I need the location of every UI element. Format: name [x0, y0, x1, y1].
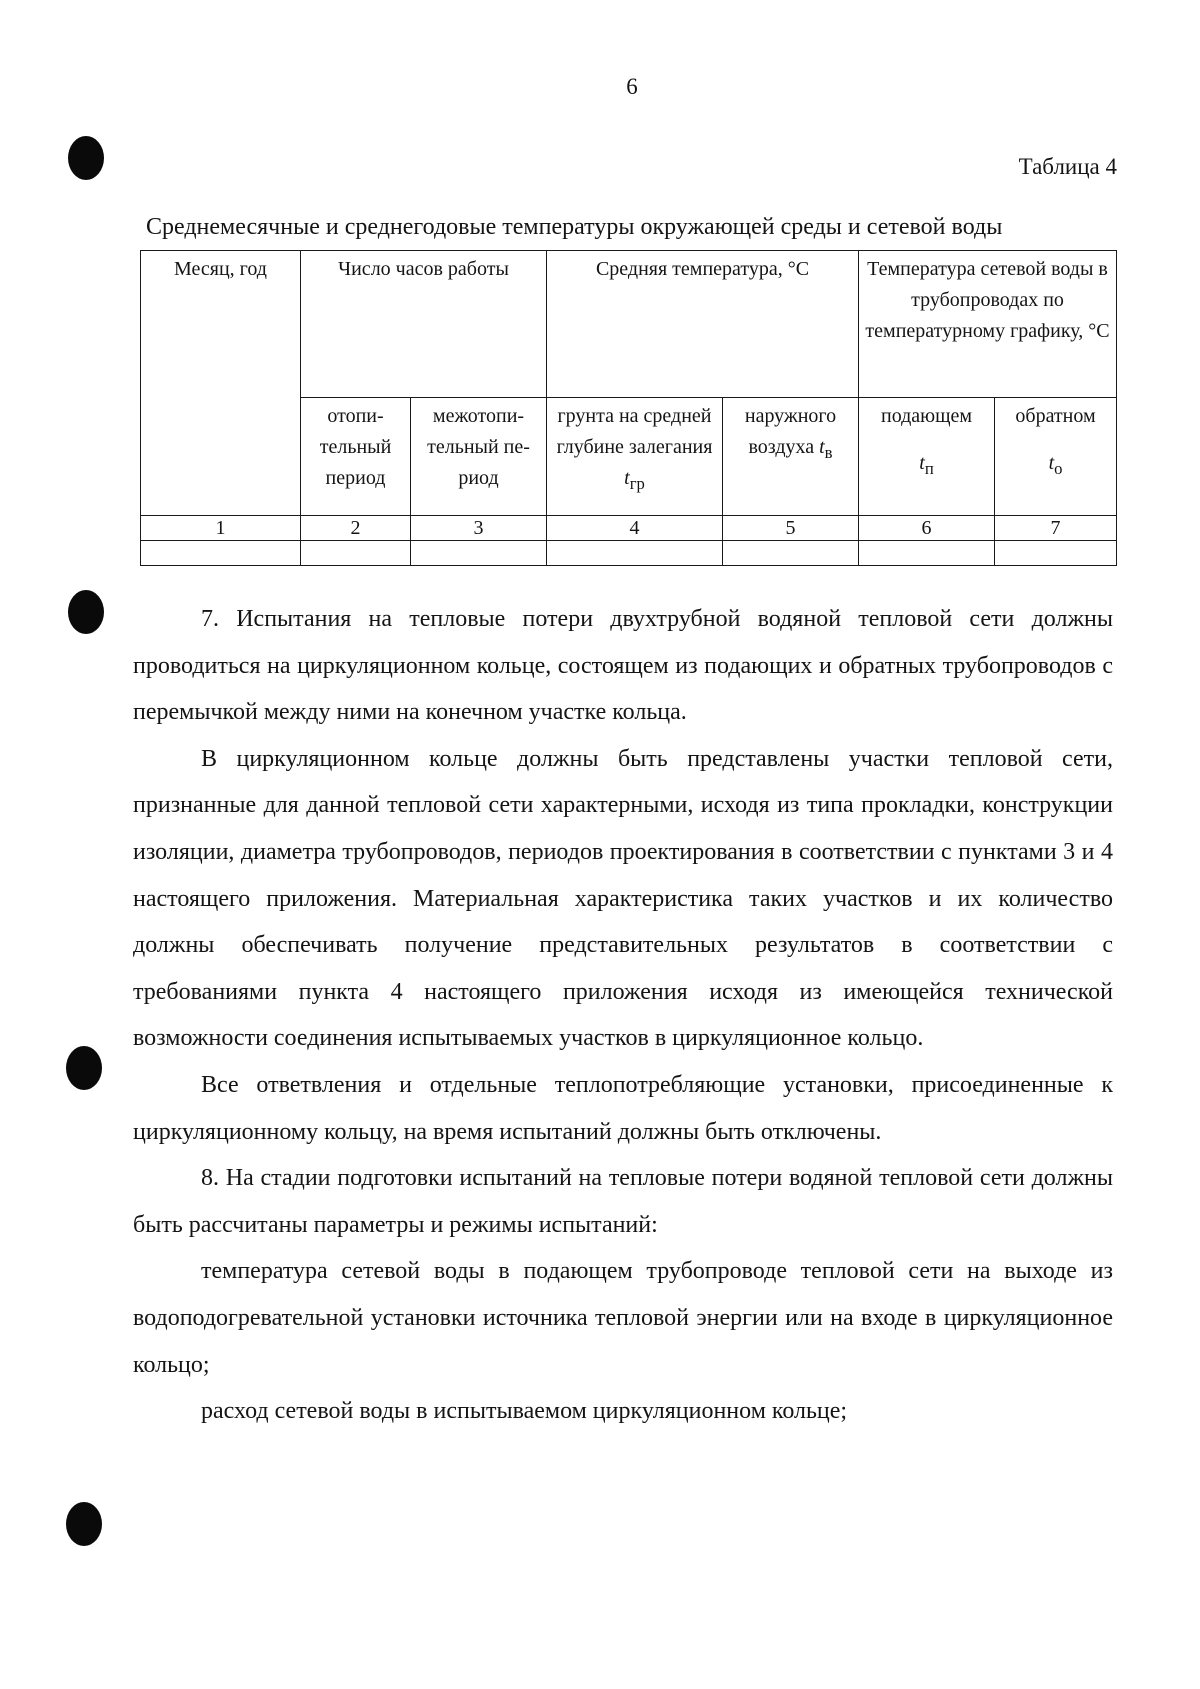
- paragraph: 8. На стадии подготовки испытаний на тепловые потери водяной тепловой сети должны быть рассчитаны параметры и режимы испытаний:: [133, 1165, 1113, 1238]
- table-cell: [723, 541, 859, 566]
- punch-hole: [68, 590, 104, 634]
- table-column-numbers-row: [141, 516, 1117, 541]
- return-symbol: t: [1048, 452, 1055, 474]
- ground-temp-symbol: t: [624, 467, 630, 489]
- return-subscript: о: [1054, 459, 1063, 478]
- table-empty-row: [141, 541, 1117, 566]
- punch-hole: [68, 136, 104, 180]
- table-caption: Среднемесячные и среднегодовые температуры окружающей среды и сетевой воды: [146, 214, 1003, 240]
- page-number: 6: [626, 74, 638, 99]
- paragraph: расход сетевой воды в испытываемом циркуляционном кольце;: [201, 1398, 848, 1425]
- column-number: 6: [859, 516, 995, 541]
- column-number: 1: [141, 516, 301, 541]
- column-number: 5: [723, 516, 859, 541]
- punch-hole: [66, 1046, 102, 1090]
- table-header-row: [141, 251, 1117, 398]
- supply-symbol: t: [919, 452, 925, 474]
- temperature-table: [140, 250, 1117, 566]
- body-text: [133, 596, 1113, 1435]
- ground-temp-subscript: гр: [629, 474, 645, 493]
- punch-hole: [66, 1502, 102, 1546]
- table-cell: [859, 541, 995, 566]
- table-label: Таблица 4: [1018, 154, 1117, 179]
- header-supply: [859, 398, 995, 516]
- supply-label: подающем: [880, 405, 973, 427]
- air-temp-label: наружного воздуха: [744, 405, 837, 458]
- paragraph: Все ответвления и отдельные теплопотребляющие установки, присоединенные к циркуляционному кольцу, на время испытаний должны быть отключены.: [133, 1071, 1113, 1145]
- header-air-temp: [723, 398, 859, 516]
- table-cell: [547, 541, 723, 566]
- paragraph: 7. Испытания на тепловые потери двухтрубной водяной тепловой сети должны проводиться на циркуляционном кольце, состоящем из подающих и обратных трубопроводов с перемычкой между ними на конечном участке кольца.: [133, 606, 1113, 726]
- column-number: 4: [547, 516, 723, 541]
- paragraph: В циркуляционном кольце должны быть представлены участки тепловой сети, признанные для данной тепловой сети характерными, исходя из типа прокладки, конструкции изоляции, диаметра трубопроводов, периодов проектирования в соответствии с пунктами 3 и 4 настоящего приложения. Материальная характеристика таких участков и их количество должны обеспечивать получение представительных результатов в соответствии с требованиями пункта 4 настоящего приложения исходя из имеющейся технической возможности соединения испытываемых участков в циркуляционное кольцо.: [133, 745, 1113, 1052]
- table-cell: [995, 541, 1117, 566]
- ground-temp-label: грунта на средней глубине залегания: [556, 405, 713, 458]
- header-avg-temp: Средняя температура, °С: [547, 251, 859, 398]
- paragraph: температура сетевой воды в подающем трубопроводе тепловой сети на выходе из водоподогревательной установки источника тепловой энергии или на входе в циркуляционное кольцо;: [133, 1258, 1113, 1378]
- header-ground-temp: [547, 398, 723, 516]
- column-number: 2: [301, 516, 411, 541]
- header-hours: Число часов работы: [301, 251, 547, 398]
- return-label: обратном: [1015, 405, 1096, 427]
- header-heating-period: отопи-тельный период: [301, 398, 411, 516]
- header-water-temp: Температура сетевой воды в трубопроводах по температурному графику, °С: [859, 251, 1117, 398]
- header-month-year: Месяц, год: [141, 251, 301, 516]
- column-number: 7: [995, 516, 1117, 541]
- table-cell: [411, 541, 547, 566]
- air-temp-symbol: t: [819, 436, 825, 458]
- header-nonheating-period: межотопи-тельный пе-риод: [411, 398, 547, 516]
- table-cell: [141, 541, 301, 566]
- table-cell: [301, 541, 411, 566]
- air-temp-subscript: в: [824, 443, 833, 462]
- column-number: 3: [411, 516, 547, 541]
- supply-subscript: п: [924, 459, 934, 478]
- header-return: [995, 398, 1117, 516]
